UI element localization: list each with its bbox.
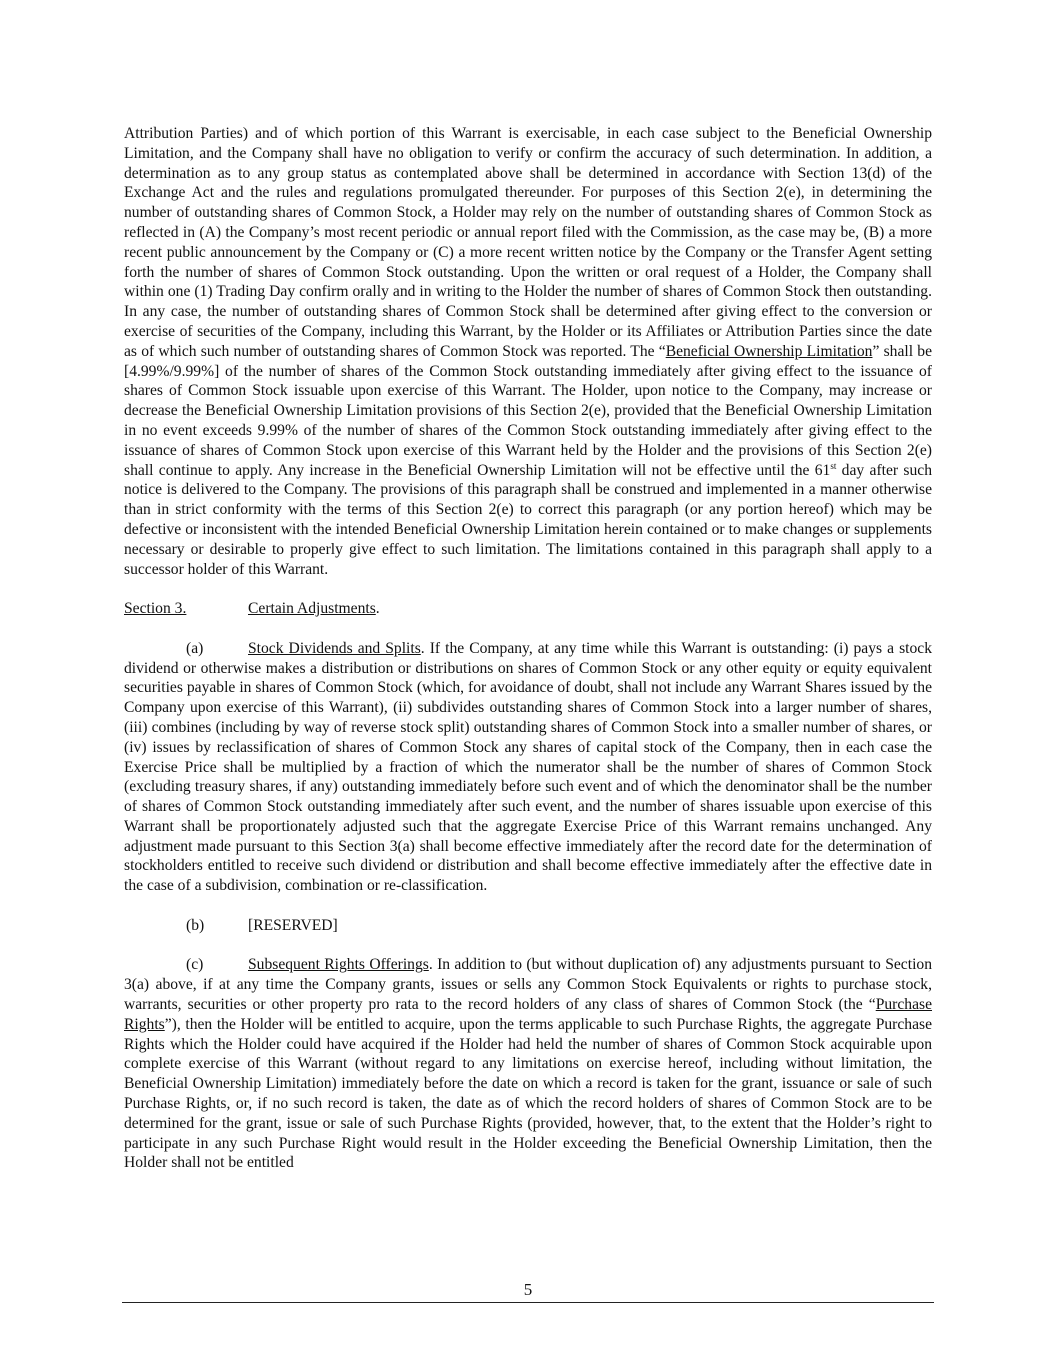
paragraph-text: . If the Company, at any time while this Warrant is outstanding: (i) pays a stock dividend or otherwise makes a distribution or distributions on shares of Common Stock or any other equity or equity equivalent securities payable in shares of Common Stock (which, for avoidance of doubt, shall not include any Warrant Shares issued by the Company upon exercise of this Warrant), (ii) subdivides outstanding shares of Common Stock into a larger number of shares, (iii) combines (including by way of reverse stock split) outstanding shares of Common Stock into a smaller number of shares, or (iv) issues by reclassification of shares of Common Stock any shares of capital stock of the Company, then in each case the Exercise Price shall be multiplied by a fraction of which the numerator shall be the number of shares of Common Stock (excluding treasury shares, if any) outstanding immediately before such event and of which the denominator shall be the number of shares of Common Stock outstanding immediately after such event, and the number of shares issuable upon exercise of this Warrant shall be proportionately adjusted such that the aggregate Exercise Price of this Warrant remains unchanged. Any adjustment made pursuant to this Section 3(a) shall become effective immediately after the record date for the determination of stockholders entitled to receive such dividend or distribution and shall become effective immediately after the effective date in the case of a subdivision, combination or re-classification. bbox=[124, 639, 932, 895]
paragraph-3a bbox=[124, 639, 932, 896]
paragraph-beneficial-ownership bbox=[124, 124, 932, 579]
footer-divider bbox=[122, 1302, 934, 1303]
subsection-label: (c) bbox=[186, 956, 204, 974]
section-number: Section 3. bbox=[124, 600, 187, 618]
document-page bbox=[124, 124, 932, 1173]
paragraph-text: ”), then the Holder will be entitled to acquire, upon the terms applicable to such Purchase Rights, the aggregate Purchase Rights which the Holder could have acquired if the Holder had held the number of shares of Common Stock acquirable upon complete exercise of this Warrant (without regard to any limitations on exercise hereof, including without limitation, the Beneficial Ownership Limitation) immediately before the date on which a record is taken for the grant, issuance or sale of such Purchase Rights, or, if no such record is taken, the date as of which the record holders of shares of Common Stock are to be determined for the grant, issue or sale of such Purchase Rights (provided, however, that, to the extent that the Holder’s right to participate in any such Purchase Right would result in the Holder exceeding the Beneficial Ownership Limitation, then the Holder shall not be entitled bbox=[124, 1015, 932, 1172]
subsection-title: Stock Dividends and Splits bbox=[248, 639, 421, 657]
defined-term-purchase-rights: Purchase Rights bbox=[124, 996, 932, 1033]
section-title-period: . bbox=[375, 600, 380, 618]
paragraph-3b bbox=[124, 916, 932, 936]
page-number: 5 bbox=[523, 1280, 533, 1299]
subsection-label: (a) bbox=[186, 639, 204, 657]
ordinal-superscript: st bbox=[830, 460, 837, 471]
paragraph-text: [RESERVED] bbox=[248, 916, 338, 934]
paragraph-text: Attribution Parties) and of which portion of this Warrant is exercisable, in each case subject to the Beneficial Ownership Limitation, and the Company shall have no obligation to verify or confirm the accuracy of such determination. In addition, a determination as to any group status as contemplated above shall be determined in accordance with Section 13(d) of the Exchange Act and the rules and regulations promulgated thereunder. For purposes of this Section 2(e), in determining the number of outstanding shares of Common Stock, a Holder may rely on the number of outstanding shares of Common Stock as reflected in (A) the Company’s most recent periodic or annual report filed with the Commission, as the case may be, (B) a more recent public announcement by the Company or (C) a more recent written notice by the Company or the Transfer Agent setting forth the number of shares of Common Stock outstanding. Upon the written or oral request of a Holder, the Company shall within one (1) Trading Day confirm orally and in writing to the Holder the number of shares of Common Stock then outstanding. In any case, the number of outstanding shares of Common Stock shall be determined after giving effect to the conversion or exercise of securities of the Company, including this Warrant, by the Holder or its Affiliates or Attribution Parties since the date as of which such number of outstanding shares of Common Stock was reported. The “ bbox=[124, 125, 932, 360]
paragraph-text: day after such notice is delivered to the Company. The provisions of this paragraph shall be construed and implemented in a manner otherwise than in strict conformity with the terms of this Section 2(e) to correct this paragraph (or any portion hereof) which may be defective or inconsistent with the intended Beneficial Ownership Limitation herein contained or to make changes or supplements necessary or desirable to properly give effect to such limitation. The limitations contained in this paragraph shall apply to a successor holder of this Warrant. bbox=[124, 461, 932, 578]
section-title-wrap bbox=[248, 599, 380, 619]
paragraph-3c bbox=[124, 955, 932, 1173]
paragraph-text: . In addition to (but without duplication of) any adjustments pursuant to Section 3(a) above, if at any time the Company grants, issues or sells any Common Stock Equivalents or rights to purchase stock, warrants, securities or other property pro rata to the record holders of any class of shares of Common Stock (the “ bbox=[124, 956, 932, 1014]
paragraph-text: ” shall be [4.99%/9.99%] of the number of shares of the Common Stock outstanding immediately after giving effect to the issuance of shares of Common Stock issuable upon exercise of this Warrant. The Holder, upon notice to the Company, may increase or decrease the Beneficial Ownership Limitation provisions of this Section 2(e), provided that the Beneficial Ownership Limitation in no event exceeds 9.99% of the number of shares of the Common Stock outstanding immediately after giving effect to the issuance of shares of Common Stock upon exercise of this Warrant held by the Holder and the provisions of this Section 2(e) shall continue to apply. Any increase in the Beneficial Ownership Limitation will not be effective until the 61 bbox=[124, 342, 933, 479]
defined-term-beneficial-ownership-limitation: Beneficial Ownership Limitation bbox=[665, 342, 873, 360]
section-title: Certain Adjustments bbox=[248, 600, 376, 618]
subsection-label: (b) bbox=[186, 916, 205, 934]
section-3-heading bbox=[124, 599, 932, 619]
subsection-title: Subsequent Rights Offerings bbox=[248, 956, 429, 974]
